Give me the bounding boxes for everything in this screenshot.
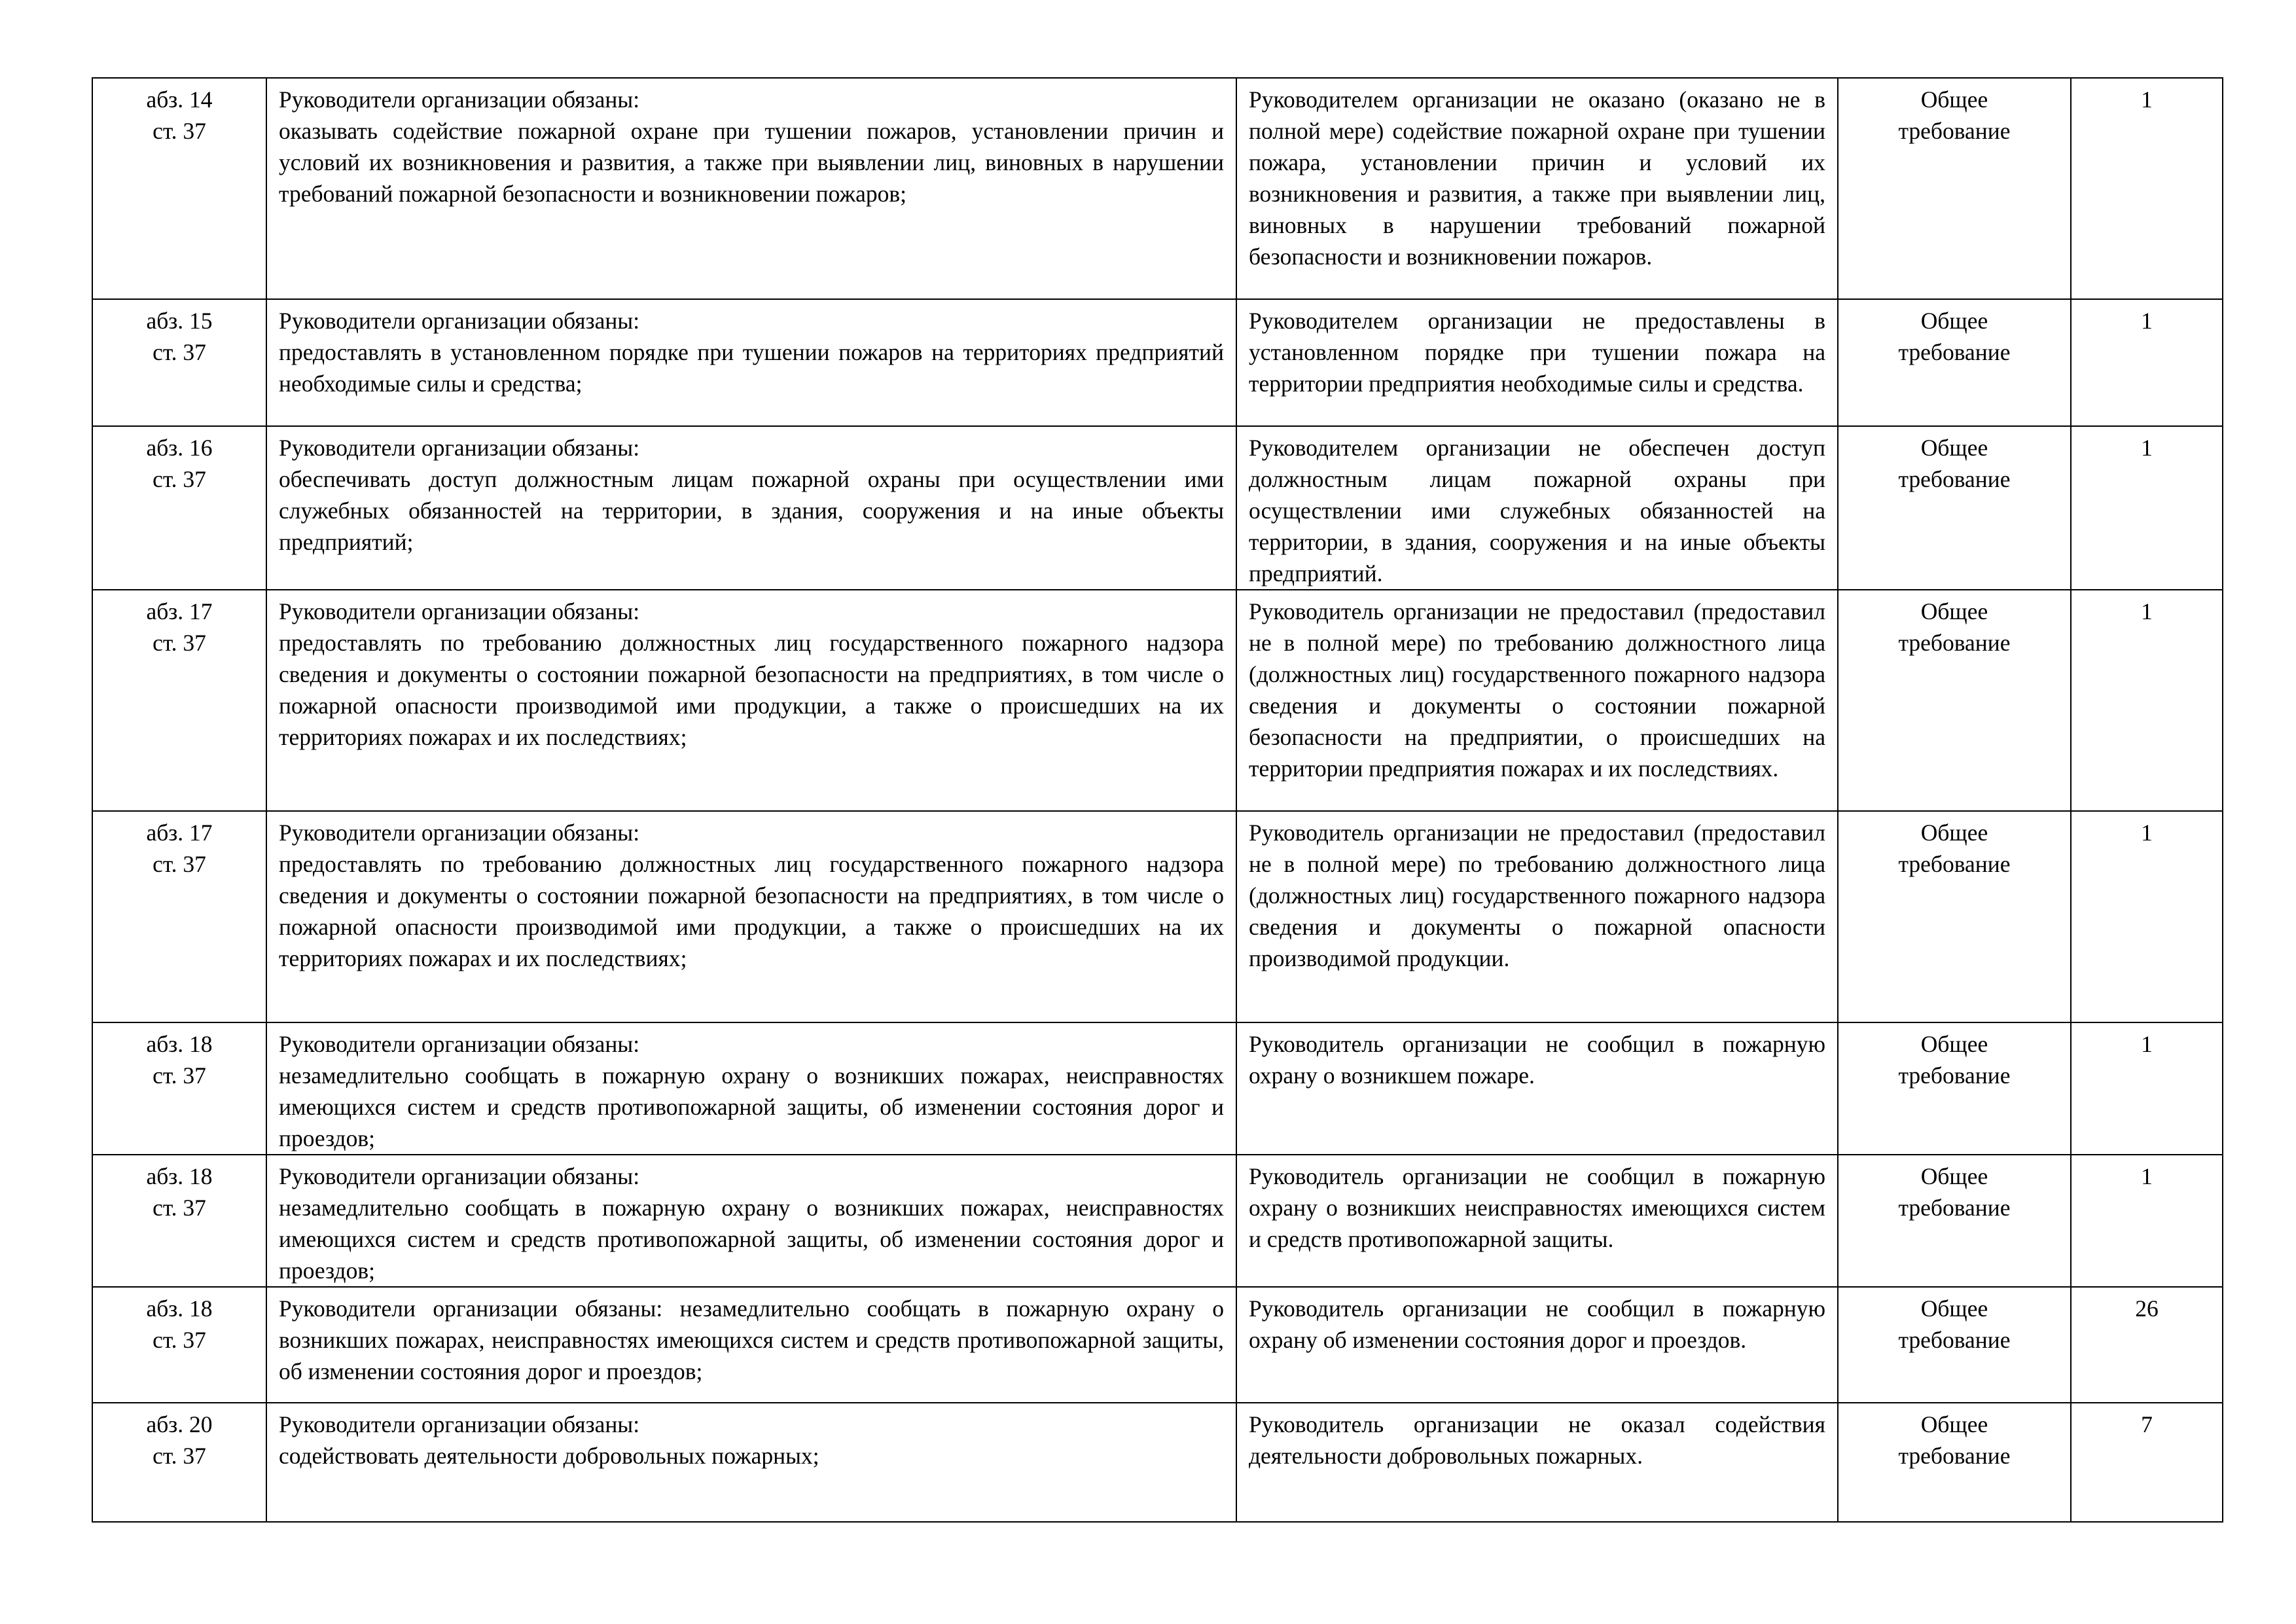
count-cell: 1 [2071,1022,2223,1155]
type-cell [1838,1287,2071,1403]
article-cell [92,426,266,590]
article-ref: ст. 37 [152,466,206,492]
type-line-2: требование [1898,851,2011,877]
requirement-text: предоставлять по требованию должностных лиц государственного пожарного надзора сведения и документы о состоянии пожарной безопасности на предприятиях, в том числе о пожарной опасности производимой ими продукции, а также о происшедших на их территориях пожарах и их последствиях; [279,630,1224,750]
type-line-2: требование [1898,339,2011,365]
paragraph-ref: абз. 15 [146,308,213,334]
article-ref: ст. 37 [152,851,206,877]
article-ref: ст. 37 [152,118,206,144]
article-ref: ст. 37 [152,1443,206,1469]
article-ref: ст. 37 [152,630,206,656]
requirement-text: предоставлять в установленном порядке при тушении пожаров на территориях предприятий необходимые силы и средства; [279,339,1224,397]
type-line-1: Общее [1920,598,1988,624]
requirement-cell [266,590,1236,811]
paragraph-ref: абз. 17 [146,820,213,846]
paragraph-ref: абз. 14 [146,86,213,113]
article-cell [92,299,266,426]
type-line-1: Общее [1920,1031,1988,1057]
violation-cell: Руководитель организации не сообщил в пожарную охрану о возникшем пожаре. [1236,1022,1838,1155]
violation-cell: Руководитель организации не сообщил в пожарную охрану об изменении состояния дорог и проездов. [1236,1287,1838,1403]
violation-cell: Руководитель организации не оказал содействия деятельности добровольных пожарных. [1236,1403,1838,1522]
type-cell [1838,1403,2071,1522]
type-cell [1838,78,2071,299]
type-cell [1838,426,2071,590]
paragraph-ref: абз. 18 [146,1163,213,1189]
requirement-lead: Руководители организации обязаны: [279,1163,640,1189]
type-cell [1838,811,2071,1022]
article-cell [92,1155,266,1287]
table-row [92,1155,2223,1287]
article-ref: ст. 37 [152,339,206,365]
paragraph-ref: абз. 17 [146,598,213,624]
requirement-text: обеспечивать доступ должностным лицам пожарной охраны при осуществлении ими служебных обязанностей на территории, в здания, сооружения и на иные объекты предприятий; [279,466,1224,555]
table-row [92,426,2223,590]
requirement-cell [266,78,1236,299]
requirement-lead: Руководители организации обязаны: [279,86,640,113]
paragraph-ref: абз. 18 [146,1295,213,1322]
type-cell [1838,1155,2071,1287]
type-line-1: Общее [1920,1295,1988,1322]
requirement-text: предоставлять по требованию должностных лиц государственного пожарного надзора сведения и документы о состоянии пожарной безопасности на предприятиях, в том числе о пожарной опасности производимой ими продукции, а также о происшедших на их территориях пожарах и их последствиях; [279,851,1224,971]
requirement-cell [266,1403,1236,1522]
requirement-cell [266,426,1236,590]
count-cell: 1 [2071,1155,2223,1287]
requirement-text: незамедлительно сообщать в пожарную охрану о возникших пожарах, неисправностях имеющихся систем и средств противопожарной защиты, об изменении состояния дорог и проездов; [279,1195,1224,1284]
article-cell [92,1403,266,1522]
requirement-text: оказывать содействие пожарной охране при тушении пожаров, установлении причин и условий их возникновения и развития, а также при выявлении лиц, виновных в нарушении требований пожарной безопасности и возникновении пожаров; [279,118,1224,207]
paragraph-ref: абз. 18 [146,1031,213,1057]
requirement-lead: Руководители организации обязаны: [279,1031,640,1057]
table-row [92,299,2223,426]
type-line-1: Общее [1920,86,1988,113]
requirement-text: незамедлительно сообщать в пожарную охрану о возникших пожарах, неисправностях имеющихся систем и средств противопожарной защиты, об изменении состояния дорог и проездов; [279,1062,1224,1151]
count-cell: 1 [2071,299,2223,426]
type-line-1: Общее [1920,820,1988,846]
violation-cell: Руководитель организации не сообщил в пожарную охрану о возникших неисправностях имеющихся систем и средств противопожарной защиты. [1236,1155,1838,1287]
article-ref: ст. 37 [152,1062,206,1089]
count-cell: 1 [2071,811,2223,1022]
type-cell [1838,299,2071,426]
type-line-2: требование [1898,630,2011,656]
article-cell [92,590,266,811]
requirement-lead: Руководители организации обязаны: [279,435,640,461]
type-line-2: требование [1898,1327,2011,1353]
article-cell [92,1022,266,1155]
article-ref: ст. 37 [152,1195,206,1221]
requirement-text: содействовать деятельности добровольных пожарных; [279,1443,819,1469]
article-ref: ст. 37 [152,1327,206,1353]
requirement-lead: Руководители организации обязаны: [279,308,640,334]
count-cell: 1 [2071,426,2223,590]
type-line-2: требование [1898,466,2011,492]
type-line-2: требование [1898,1195,2011,1221]
table-row [92,1022,2223,1155]
paragraph-ref: абз. 16 [146,435,213,461]
type-line-2: требование [1898,1062,2011,1089]
type-cell [1838,590,2071,811]
table-row [92,1403,2223,1522]
requirement-cell [266,811,1236,1022]
count-cell: 7 [2071,1403,2223,1522]
type-line-2: требование [1898,1443,2011,1469]
type-line-1: Общее [1920,1411,1988,1437]
type-cell [1838,1022,2071,1155]
table-row [92,78,2223,299]
table-row [92,811,2223,1022]
type-line-1: Общее [1920,308,1988,334]
violation-cell: Руководителем организации не предоставлены в установленном порядке при тушении пожара на территории предприятия необходимые силы и средства. [1236,299,1838,426]
violation-cell: Руководитель организации не предоставил (предоставил не в полной мере) по требованию должностного лица (должностных лиц) государственного пожарного надзора сведения и документы о состоянии пожарной безопасности на предприятии, о происшедших на территории предприятия пожарах и их последствиях. [1236,590,1838,811]
count-cell: 1 [2071,78,2223,299]
paragraph-ref: абз. 20 [146,1411,213,1437]
table-row [92,590,2223,811]
requirement-lead: Руководители организации обязаны: [279,1411,640,1437]
count-cell: 1 [2071,590,2223,811]
article-cell [92,1287,266,1403]
requirement-text: Руководители организации обязаны: незамедлительно сообщать в пожарную охрану о возникших пожарах, неисправностях имеющихся систем и средств противопожарной защиты, об изменении состояния дорог и проездов; [279,1295,1224,1384]
requirement-cell [266,1022,1236,1155]
type-line-2: требование [1898,118,2011,144]
table-row [92,1287,2223,1403]
violation-cell: Руководителем организации не обеспечен доступ должностным лицам пожарной охраны при осуществлении ими служебных обязанностей на территории, в здания, сооружения и на иные объекты предприятий. [1236,426,1838,590]
type-line-1: Общее [1920,1163,1988,1189]
article-cell [92,78,266,299]
requirement-cell [266,1287,1236,1403]
article-cell [92,811,266,1022]
violation-cell: Руководитель организации не предоставил (предоставил не в полной мере) по требованию должностного лица (должностных лиц) государственного пожарного надзора сведения и документы о пожарной опасности производимой продукции. [1236,811,1838,1022]
requirement-cell [266,1155,1236,1287]
type-line-1: Общее [1920,435,1988,461]
violation-cell: Руководителем организации не оказано (оказано не в полной мере) содействие пожарной охране при тушении пожара, установлении причин и условий их возникновения и развития, а также при выявлении лиц, виновных в нарушении требований пожарной безопасности и возникновении пожаров. [1236,78,1838,299]
requirement-lead: Руководители организации обязаны: [279,820,640,846]
requirements-table [92,77,2223,1523]
count-cell: 26 [2071,1287,2223,1403]
requirement-lead: Руководители организации обязаны: [279,598,640,624]
requirement-cell [266,299,1236,426]
